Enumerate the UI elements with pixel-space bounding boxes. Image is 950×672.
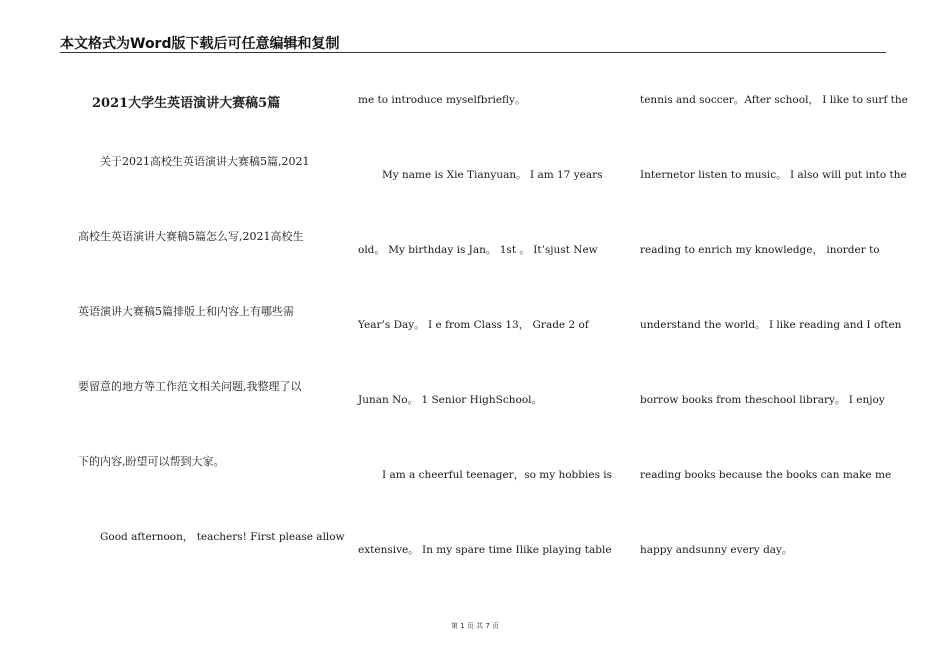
column2-line: I am a cheerful teenager，so my hobbies is [382, 469, 613, 481]
column3-line: Internetor listen to music。 I also will put into the [640, 169, 907, 181]
column1-line: Good afternoon， teachers! First please allow [100, 531, 345, 543]
document-title: 2021大学生英语演讲大赛稿5篇 [92, 96, 281, 111]
column2-line: extensive。 In my spare time Ilike playing table [358, 544, 612, 556]
column3-line: reading books because the books can make me [640, 469, 892, 481]
column3-line: tennis and soccer。After school， I like to surf the [640, 94, 908, 106]
column2-line: Year’s Day。 I e from Class 13， Grade 2 of [358, 319, 589, 331]
column2-line: old。 My birthday is Jan。 1st 。 It’sjust New [358, 244, 598, 256]
column3-line: reading to enrich my knowledge， inorder to [640, 244, 880, 256]
column1-line: 下的内容,盼望可以帮到大家。 [78, 455, 225, 468]
column3-line: happy andsunny every day。 [640, 544, 793, 556]
column1-line: 关于2021高校生英语演讲大赛稿5篇,2021 [100, 155, 310, 168]
column1-line: 要留意的地方等工作范文相关问题,我整理了以 [78, 380, 302, 393]
column2-line: My name is Xie Tianyuan。 I am 17 years [382, 169, 603, 181]
column1-line: 英语演讲大赛稿5篇排版上和内容上有哪些需 [78, 305, 294, 318]
column2-line: me to introduce myselfbriefly。 [358, 94, 526, 106]
column2-line: Junan No。 1 Senior HighSchool。 [358, 394, 543, 406]
header-divider [60, 52, 886, 53]
column3-line: borrow books from theschool library。 I enjoy [640, 394, 885, 406]
column3-line: understand the world。 I like reading and I often [640, 319, 902, 331]
document-header-banner: 本文格式为Word版下载后可任意编辑和复制 [60, 36, 340, 52]
page-number-footer: 第 1 页 共 7 页 [450, 622, 500, 630]
column1-line: 高校生英语演讲大赛稿5篇怎么写,2021高校生 [78, 230, 304, 243]
